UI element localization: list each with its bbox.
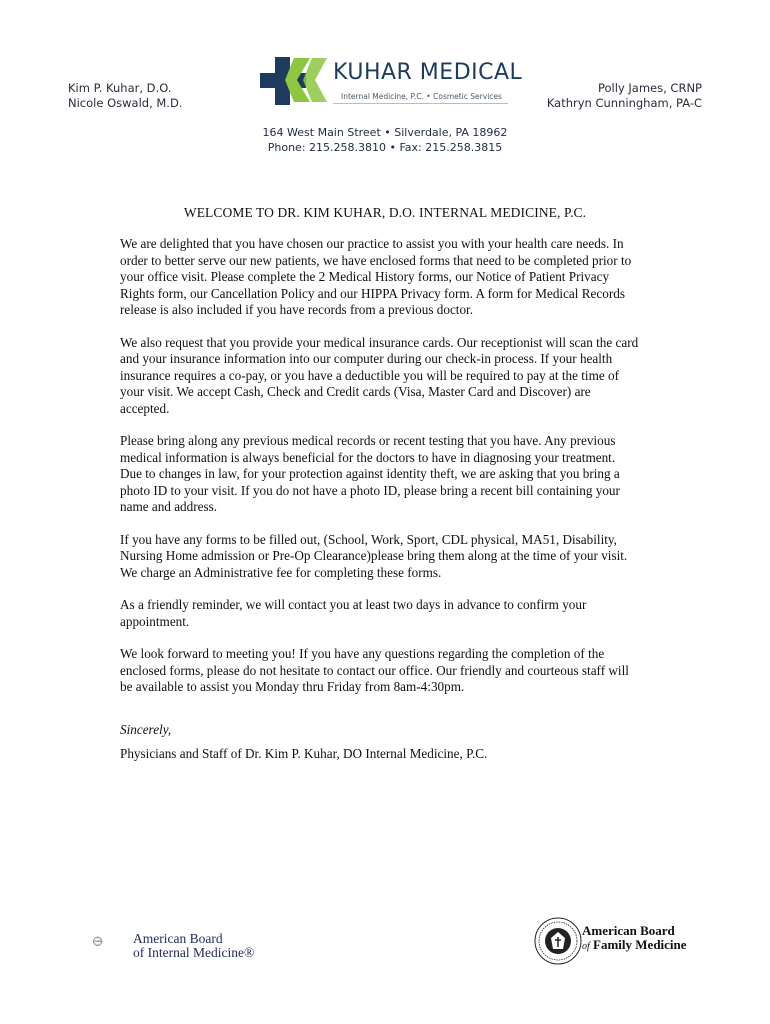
abfm-seal-icon: [533, 916, 583, 966]
practice-address: [0, 125, 770, 155]
physicians-left: [68, 81, 182, 111]
paragraph: Please bring along any previous medical records or recent testing that you have. Any previous medical information is always beneficial for the doctors to have in diagnosing your treatment. Due to changes in law, for your protection against identity theft, we are asking that you bring a photo ID to your visit. If you do not have a photo ID, please bring a recent bill containing your name and address.: [120, 433, 620, 514]
street-address: 164 West Main Street • Silverdale, PA 18962: [262, 126, 508, 139]
letter-body: [120, 236, 640, 779]
brand-name: KUHAR MEDICAL: [333, 60, 523, 85]
abim-seal-icon: [93, 922, 133, 962]
physicians-right: [547, 81, 702, 111]
paragraph: We are delighted that you have chosen our practice to assist you with your health care needs. In order to better serve our new patients, we have enclosed forms that need to be completed prior to your office visit. Please complete the 2 Medical History forms, our Notice of Patient Privacy Rights form, our Cancellation Policy and our HIPPA Privacy form. A form for Medical Records release is also included if you have records from a previous doctor.: [120, 236, 632, 317]
paragraph: As a friendly reminder, we will contact you at least two days in advance to confirm your appointment.: [120, 597, 587, 629]
abim-seal-text: ABIM: [94, 940, 101, 944]
abim-line: American Board: [133, 931, 223, 946]
physician-name: Kim P. Kuhar, D.O.: [68, 81, 172, 95]
physician-name: Nicole Oswald, M.D.: [68, 96, 183, 110]
closing: Sincerely,: [120, 721, 172, 737]
abfm-line: [582, 938, 687, 954]
brand-tagline: Internal Medicine, P.C. • Cosmetic Services: [341, 92, 502, 101]
paragraph: If you have any forms to be filled out, (School, Work, Sport, CDL physical, MA51, Disability, Nursing Home admission or Pre-Op Clearance)please bring them along at the time of your visit. We charge an Administrative fee for completing these forms.: [120, 531, 628, 580]
abfm-line2: Family Medicine: [593, 937, 687, 952]
physician-name: Polly James, CRNP: [598, 81, 702, 95]
signature: Physicians and Staff of Dr. Kim P. Kuhar, DO Internal Medicine, P.C.: [120, 746, 488, 761]
physician-name: Kathryn Cunningham, PA-C: [546, 96, 702, 110]
abim-label: [133, 932, 254, 960]
paragraph: We look forward to meeting you! If you have any questions regarding the completion of the enclosed forms, please do not hesitate to contact our office. Our friendly and courteous staff will be available to assist you Monday thru Friday from 8am-4:30pm.: [120, 646, 629, 694]
letter-title: WELCOME TO DR. KIM KUHAR, D.O. INTERNAL MEDICINE, P.C.: [183, 205, 587, 220]
abfm-line: American Board: [582, 923, 675, 938]
brand-divider: [333, 103, 508, 104]
phone-fax: Phone: 215.258.3810 • Fax: 215.258.3815: [267, 141, 503, 154]
abfm-label: [582, 924, 687, 954]
abfm-of: of: [582, 941, 590, 952]
abim-line: of Internal Medicine®: [133, 945, 255, 960]
paragraph: We also request that you provide your medical insurance cards. Our receptionist will scan the card and your insurance information into our computer during our check-in process. If your health insurance requires a co-pay, or you have a deductible you will be required to pay at the time of your visit. We accept Cash, Check and Credit cards (Visa, Master Card and Discover) are accepted.: [120, 334, 639, 416]
